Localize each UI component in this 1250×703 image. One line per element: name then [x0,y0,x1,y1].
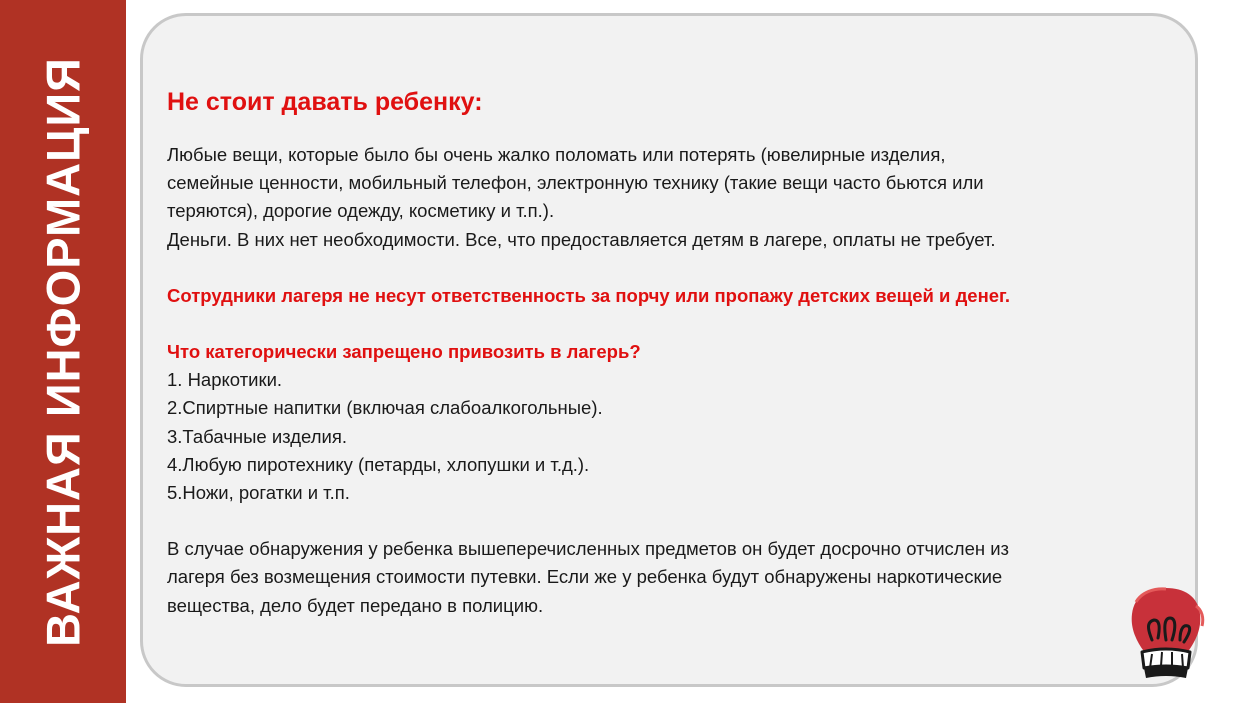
prohibited-item: 2.Спиртные напитки (включая слабоалкогольные). [167,397,603,419]
paragraph-line: теряются), дорогие одежду, косметику и т.п.). [167,200,555,222]
prohibited-item: 3.Табачные изделия. [167,425,347,447]
spacer [167,254,1167,282]
prohibited-item: 5.Ножи, рогатки и т.п. [167,482,350,504]
card-heading: Не стоит давать ребенку: [167,88,483,116]
chef-hat-emblem-icon [1122,582,1210,688]
spacer [167,310,1167,338]
closing-line: В случае обнаружения у ребенка вышеперечисленных предметов он будет досрочно отчислен из [167,538,1010,560]
prohibited-heading: Что категорически запрещено привозить в лагерь? [167,341,641,363]
sidebar-title: ВАЖНАЯ ИНФОРМАЦИЯ [36,57,90,647]
closing-line: вещества, дело будет передано в полицию. [167,594,544,616]
sidebar-banner [0,0,126,703]
paragraph-line: семейные ценности, мобильный телефон, электронную технику (такие вещи часто бьются или [167,172,984,194]
paragraph-line: Деньги. В них нет необходимости. Все, что предоставляется детям в лагере, оплаты не требует. [167,228,996,250]
closing-line: лагеря без возмещения стоимости путевки. Если же у ребенка будут обнаружены наркотические [167,566,1003,588]
paragraph-line: Любые вещи, которые было бы очень жалко поломать или потерять (ювелирные изделия, [167,144,946,165]
prohibited-item: 4.Любую пиротехнику (петарды, хлопушки и т.д.). [167,453,590,475]
warning-text: Сотрудники лагеря не несут ответственность за порчу или пропажу детских вещей и денег. [167,284,1011,306]
prohibited-item: 1. Наркотики. [167,369,283,391]
card-content [167,85,1167,620]
spacer [167,507,1167,535]
